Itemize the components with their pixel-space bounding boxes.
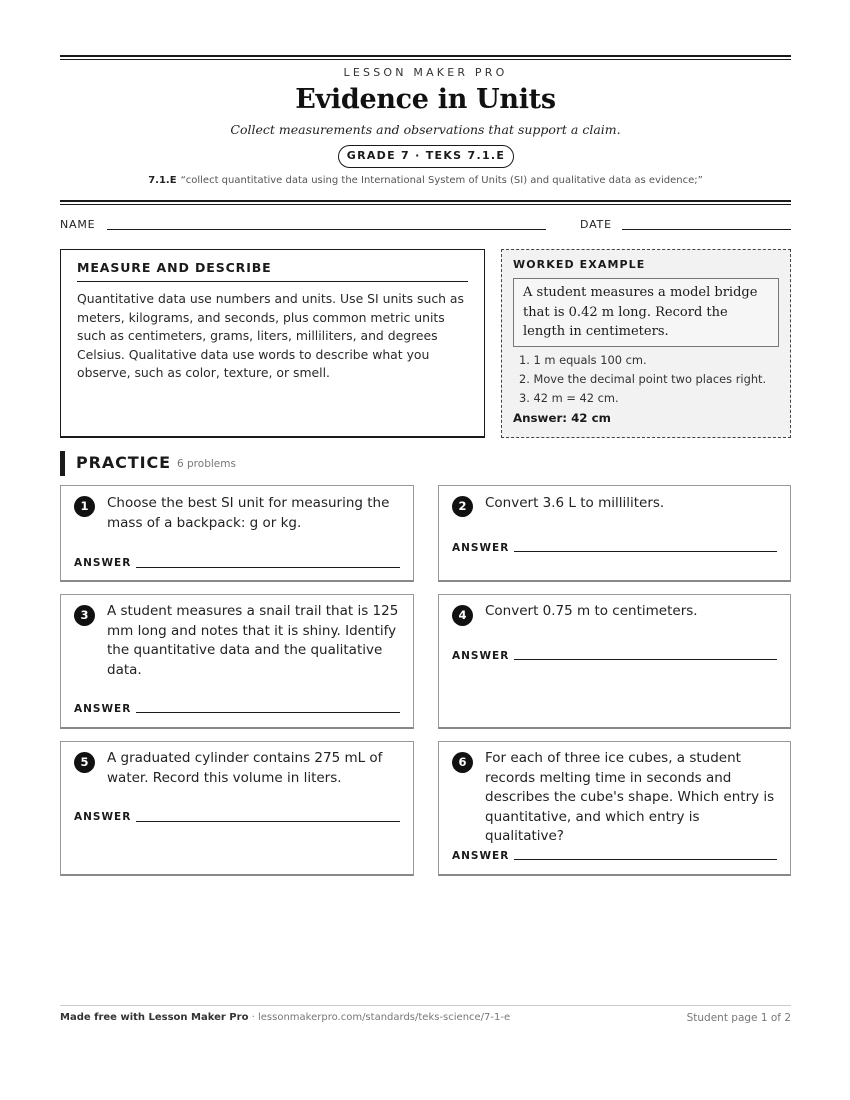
worked-example-step: 2. Move the decimal point two places right. bbox=[519, 371, 767, 386]
footer-url[interactable]: · lessonmakerpro.com/standards/teks-science/7-1-e bbox=[248, 1012, 511, 1023]
page-title: Evidence in Units bbox=[295, 84, 556, 115]
answer-field[interactable] bbox=[136, 567, 400, 568]
answer-field[interactable] bbox=[514, 859, 777, 860]
standard-code: 7.1.E bbox=[148, 175, 177, 186]
standard-statement bbox=[60, 175, 791, 186]
problem-number: 3 bbox=[74, 605, 95, 626]
problem-card-3 bbox=[60, 594, 414, 729]
problem-number: 6 bbox=[452, 752, 473, 773]
problem-card-6 bbox=[438, 741, 791, 876]
footer-page-number: Student page 1 of 2 bbox=[686, 1012, 791, 1024]
answer-label: ANSWER bbox=[452, 850, 510, 862]
problem-number: 4 bbox=[452, 605, 473, 626]
grade-badge: GRADE 7 · TEKS 7.1.E bbox=[338, 145, 514, 168]
problem-text: For each of three ice cubes, a student records melting time in seconds and describes the cube's shape. Which entry is quantitative, and which entry is qualitative? bbox=[485, 750, 775, 844]
practice-heading: PRACTICE bbox=[76, 453, 171, 472]
worked-example-steps bbox=[513, 351, 779, 408]
name-label: NAME bbox=[60, 218, 96, 231]
problem-text: A graduated cylinder contains 275 mL of water. Record this volume in liters. bbox=[107, 750, 383, 786]
worked-example-problem: A student measures a model bridge that is 0.42 m long. Record the length in centimeters. bbox=[513, 278, 779, 347]
problem-text: Convert 0.75 m to centimeters. bbox=[485, 603, 698, 619]
problem-number: 1 bbox=[74, 496, 95, 517]
problem-card-5 bbox=[60, 741, 414, 876]
measure-text: Quantitative data use numbers and units. Use SI units such as meters, kilograms, and seconds, plus common metric units such as centimeters, grams, liters, milliliters, and degrees Celsius. Qualitative data use words to describe what you observe, such as color, texture, or smell. bbox=[77, 291, 464, 380]
brand-name: LESSON MAKER PRO bbox=[343, 66, 508, 79]
answer-field[interactable] bbox=[136, 821, 400, 822]
problem-number: 2 bbox=[452, 496, 473, 517]
problem-card-2 bbox=[438, 485, 791, 582]
answer-label: ANSWER bbox=[74, 557, 132, 569]
header-double-rule bbox=[60, 200, 791, 205]
worked-example-heading: WORKED EXAMPLE bbox=[513, 258, 646, 271]
practice-count: 6 problems bbox=[177, 458, 236, 470]
page-subtitle: Collect measurements and observations that support a claim. bbox=[230, 122, 621, 137]
worked-example-step: 3. 42 m = 42 cm. bbox=[519, 390, 619, 405]
name-field[interactable] bbox=[107, 229, 546, 230]
measure-heading: MEASURE AND DESCRIBE bbox=[77, 260, 468, 282]
worked-example-box bbox=[501, 249, 791, 438]
footer-credit bbox=[60, 1012, 510, 1023]
answer-label: ANSWER bbox=[74, 703, 132, 715]
problem-text: Convert 3.6 L to milliliters. bbox=[485, 495, 665, 511]
worked-example-answer: Answer: 42 cm bbox=[513, 410, 611, 425]
measure-and-describe-box bbox=[60, 249, 485, 438]
answer-label: ANSWER bbox=[452, 650, 510, 662]
answer-field[interactable] bbox=[136, 712, 400, 713]
answer-label: ANSWER bbox=[74, 811, 132, 823]
footer-divider bbox=[60, 1005, 791, 1006]
problem-card-4 bbox=[438, 594, 791, 729]
answer-field[interactable] bbox=[514, 551, 777, 552]
answer-field[interactable] bbox=[514, 659, 777, 660]
practice-accent-bar bbox=[60, 451, 65, 476]
problem-card-1 bbox=[60, 485, 414, 582]
answer-label: ANSWER bbox=[452, 542, 510, 554]
problem-number: 5 bbox=[74, 752, 95, 773]
standard-text: “collect quantitative data using the International System of Units (SI) and qualitative data as evidence;” bbox=[180, 175, 703, 186]
worked-example-step: 1. 1 m equals 100 cm. bbox=[519, 352, 647, 367]
date-label: DATE bbox=[580, 218, 612, 231]
date-field[interactable] bbox=[622, 229, 791, 230]
problem-text: Choose the best SI unit for measuring the mass of a backpack: g or kg. bbox=[107, 495, 390, 531]
footer-made-with: Made free with Lesson Maker Pro bbox=[60, 1012, 249, 1023]
worksheet-page bbox=[60, 0, 791, 1100]
top-double-rule bbox=[60, 55, 791, 60]
problem-text: A student measures a snail trail that is 125 mm long and notes that it is shiny. Identify the quantitative data and the qualitative data. bbox=[107, 603, 399, 678]
